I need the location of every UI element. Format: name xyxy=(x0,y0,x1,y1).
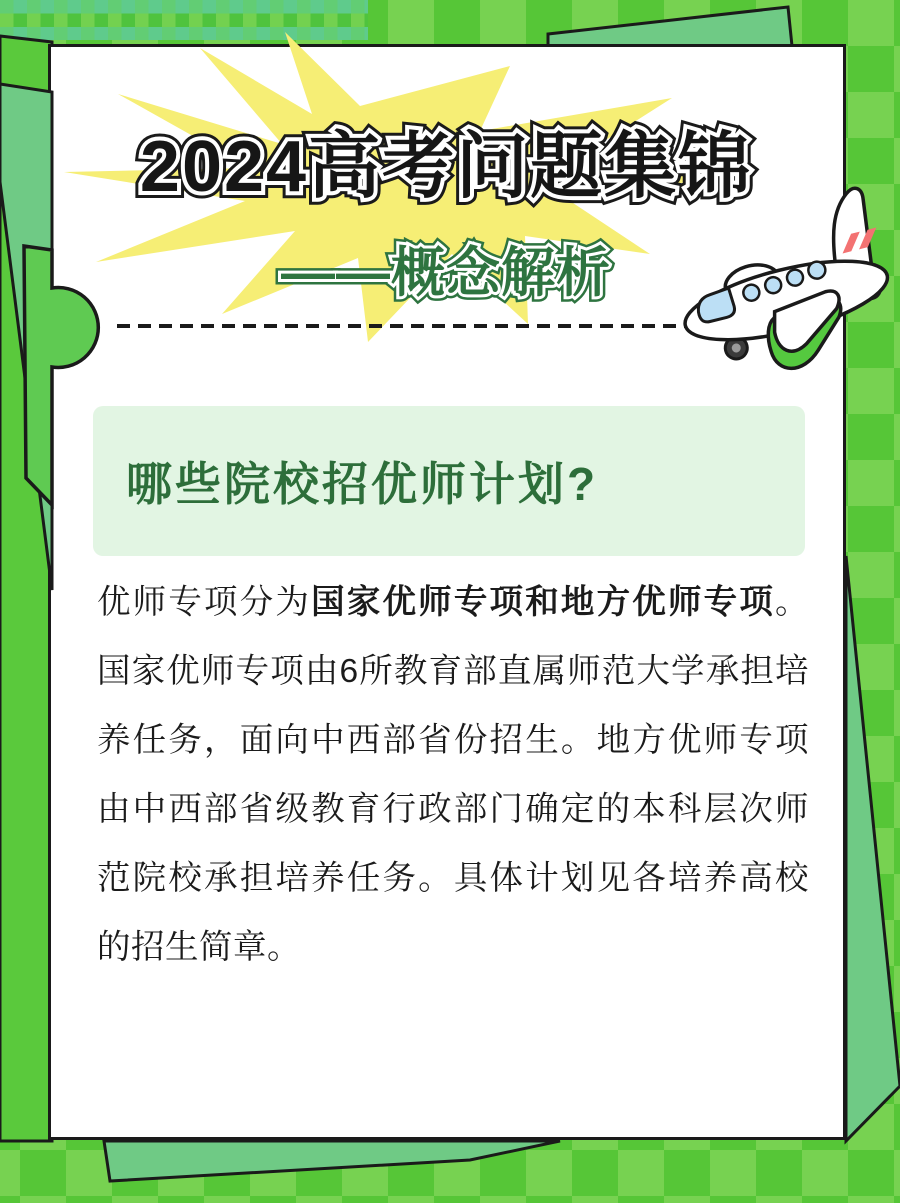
dashed-divider xyxy=(117,324,703,328)
question-heading: 哪些院校招优师计划? xyxy=(126,458,599,510)
teal-card-right xyxy=(846,556,900,1141)
page-title: 2024高考问题集锦 2024高考问题集锦 2024高考问题集锦 xyxy=(48,108,844,212)
page-subtitle: ——概念解析 ——概念解析 ——概念解析 xyxy=(48,230,844,307)
question-box xyxy=(93,406,805,556)
airplane-group xyxy=(663,185,900,391)
airplane-icon xyxy=(672,196,900,382)
answer-segment-2: 。国家优师专项由6所教育部直属师范大学承担培养任务，面向中西部省份招生。地方优师专项由中西部省级教育行政部门确定的本科层次师范院校承担培养任务。具体计划见各培养高校的招生简章。 xyxy=(97,584,810,966)
teal-card-bottom xyxy=(104,1141,560,1181)
green-card-left xyxy=(0,36,52,1141)
teal-wedge-left xyxy=(0,84,52,590)
answer-paragraph xyxy=(97,568,809,982)
answer-segment-1: 优师专项分为 xyxy=(97,584,312,621)
answer-segment-bold: 国家优师专项和地方优师专项 xyxy=(311,584,776,621)
